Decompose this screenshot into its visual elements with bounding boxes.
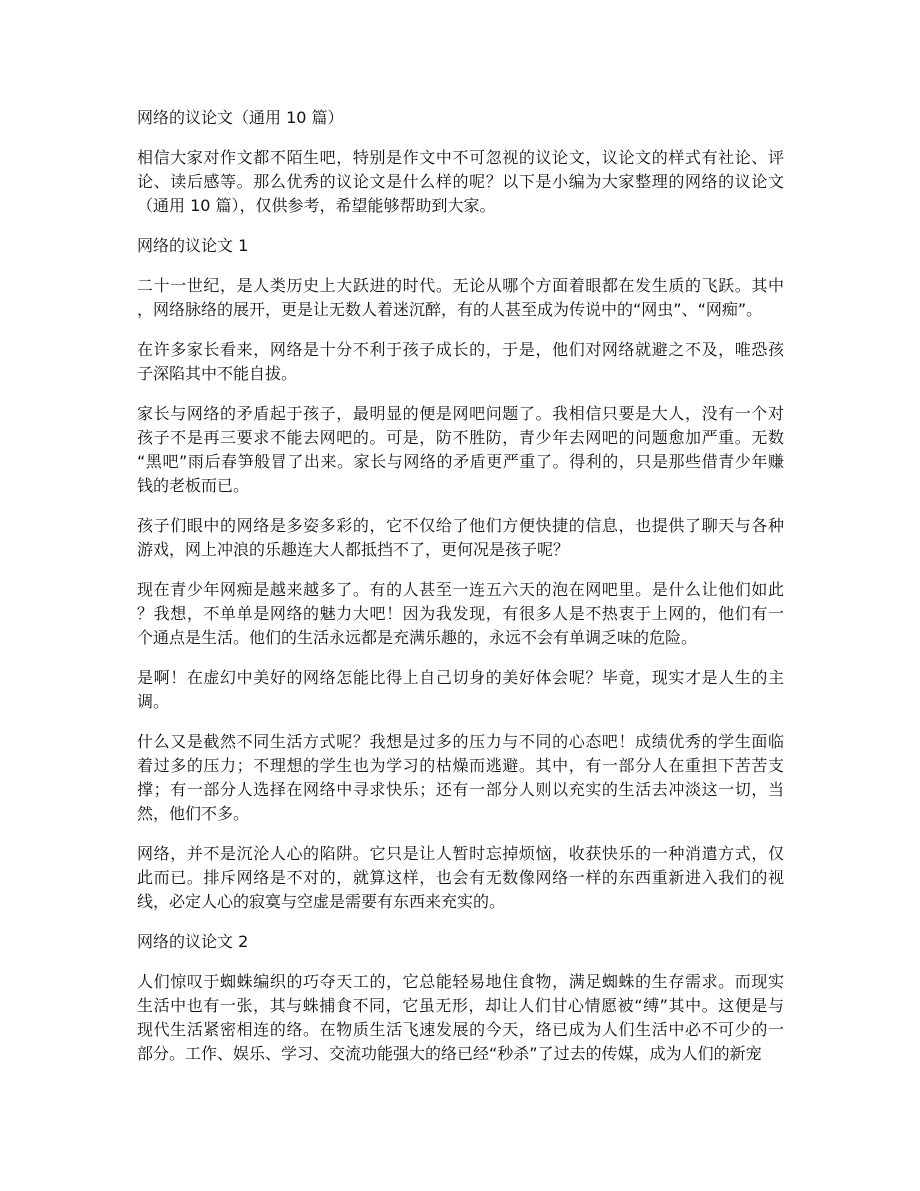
- text-line: 现在青少年网痴是越来越多了。有的人甚至一连五六天的泡在网吧里。是什么让他们如此: [137, 580, 784, 599]
- text-line: 什么又是截然不同生活方式呢？我想是过多的压力与不同的心态吧！成绩优秀的学生面临: [137, 732, 784, 751]
- text-line: 二十一世纪，是人类历史上大跃进的时代。无论从哪个方面着眼都在发生质的飞跃。其中: [137, 276, 784, 295]
- text-line: 着过多的压力；不理想的学生也为学习的枯燥而逃避。其中，有一部分人在重担下苦苦支: [137, 756, 784, 775]
- text-line: 钱的老板而已。: [137, 476, 250, 495]
- text-line: 人们惊叹于蜘蛛编织的巧夺天工的，它总能轻易地住食物，满足蜘蛛的生存需求。而现实: [137, 972, 784, 991]
- body-paragraph: [137, 842, 784, 914]
- text-line: 线，必定人心的寂寞与空虚是需要有东西来充实的。: [137, 892, 506, 911]
- text-line: 孩子们眼中的网络是多姿多彩的，它不仅给了他们方便快捷的信息，也提供了聊天与各种: [137, 516, 784, 535]
- body-paragraph: [137, 730, 784, 826]
- text-line: （通用 10 篇），仅供参考，希望能够帮助到大家。: [137, 196, 496, 215]
- body-paragraph: [137, 402, 784, 498]
- text-line: “黑吧”雨后春笋般冒了出来。家长与网络的矛盾更严重了。得利的，只是那些借青少年赚: [137, 452, 784, 471]
- body-paragraph: [137, 274, 784, 322]
- text-line: 调。: [137, 692, 170, 711]
- document-body: [137, 106, 784, 1082]
- text-line: 孩子不是再三要求不能去网吧的。可是，防不胜防，青少年去网吧的问题愈加严重。无数: [137, 428, 784, 447]
- body-paragraph: [137, 578, 784, 650]
- body-paragraph: [137, 146, 784, 218]
- text-line: 网络的议论文 1: [137, 236, 249, 255]
- body-paragraph: [137, 970, 784, 1066]
- text-line: 在许多家长看来，网络是十分不利于孩子成长的，于是，他们对网络就避之不及，唯恐孩: [137, 340, 784, 359]
- section-heading: [137, 234, 784, 258]
- text-line: 现代生活紧密相连的络。在物质生活飞速发展的今天，络已成为人们生活中必不可少的一: [137, 1020, 784, 1039]
- section-heading: [137, 106, 784, 130]
- text-line: ，网络脉络的展开，更是让无数人着迷沉醉，有的人甚至成为传说中的“网虫”、“网痴”。: [137, 300, 763, 319]
- text-line: 生活中也有一张，其与蛛捕食不同，它虽无形，却让人们甘心情愿被“缚”其中。这便是与: [137, 996, 784, 1015]
- body-paragraph: [137, 666, 784, 714]
- text-line: 相信大家对作文都不陌生吧，特别是作文中不可忽视的议论文，议论文的样式有社论、评: [137, 148, 784, 167]
- text-line: 撑；有一部分人选择在网络中寻求快乐；还有一部分人则以充实的生活去冲淡这一切，当: [137, 780, 784, 799]
- text-line: ？我想，不单单是网络的魅力大吧！因为我发现，有很多人是不热衷于上网的，他们有一: [137, 604, 784, 623]
- text-line: 个通点是生活。他们的生活永远都是充满乐趣的，永远不会有单调乏味的危险。: [137, 628, 698, 647]
- text-line: 网络的议论文（通用 10 篇）: [137, 108, 344, 127]
- text-line: 游戏，网上冲浪的乐趣连大人都抵挡不了，更何况是孩子呢？: [137, 540, 570, 559]
- body-paragraph: [137, 514, 784, 562]
- section-heading: [137, 930, 784, 954]
- text-line: 此而已。排斥网络是不对的，就算这样，也会有无数像网络一样的东西重新进入我们的视: [137, 868, 784, 887]
- text-line: 然，他们不多。: [137, 804, 250, 823]
- text-line: 部分。工作、娱乐、学习、交流功能强大的络已经“秒杀”了过去的传媒，成为人们的新宠: [137, 1044, 762, 1063]
- text-line: 家长与网络的矛盾起于孩子，最明显的便是网吧问题了。我相信只要是大人，没有一个对: [137, 404, 784, 423]
- text-line: 论、读后感等。那么优秀的议论文是什么样的呢？以下是小编为大家整理的网络的议论文: [137, 172, 784, 191]
- text-line: 网络，并不是沉沦人心的陷阱。它只是让人暂时忘掉烦恼，收获快乐的一种消遣方式，仅: [137, 844, 784, 863]
- text-line: 是啊！在虚幻中美好的网络怎能比得上自己切身的美好体会呢？毕竟，现实才是人生的主: [137, 668, 784, 687]
- text-line: 子深陷其中不能自拔。: [137, 364, 298, 383]
- body-paragraph: [137, 338, 784, 386]
- text-line: 网络的议论文 2: [137, 932, 249, 951]
